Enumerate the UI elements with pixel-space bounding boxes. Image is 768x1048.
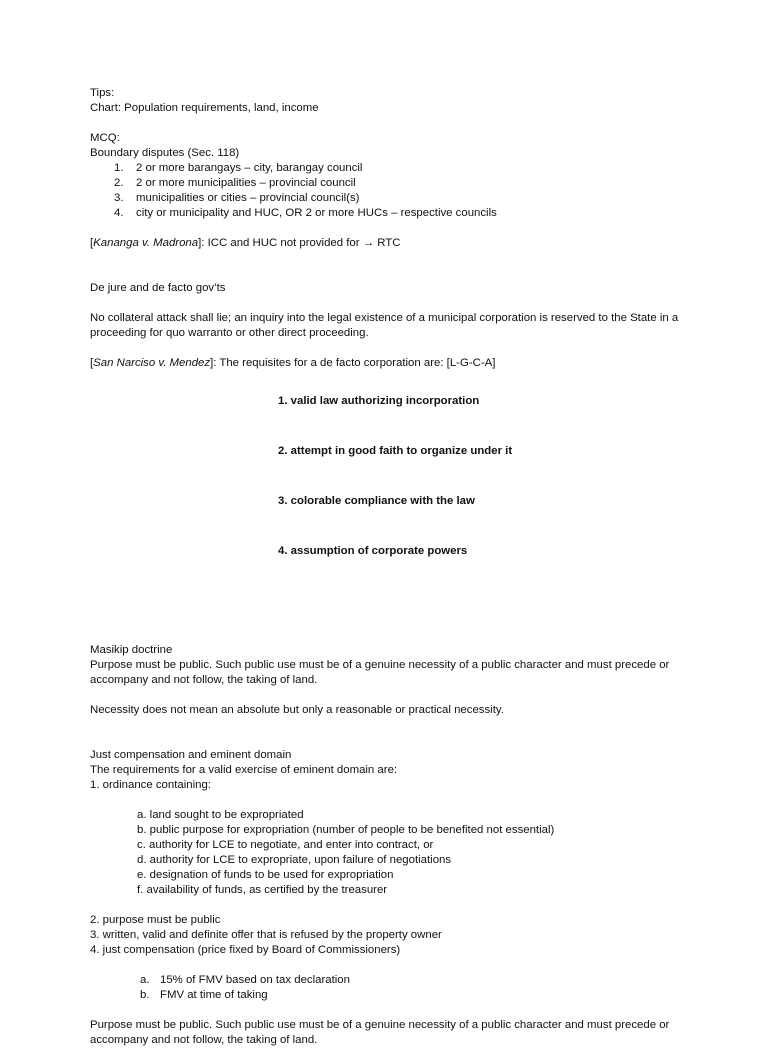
masikip-purpose: Purpose must be public. Such public use must be of a genuine necessity of a public character and must precede or accompany and not follow, the taking of land.: [90, 659, 670, 687]
ordinance-sub-e: e. designation of funds to be used for expropriation: [137, 869, 394, 882]
mcq-heading: MCQ:: [90, 132, 120, 144]
kananga-note: [Kananga v. Madrona]: ICC and HUC not provided for → RTC: [90, 237, 401, 249]
list-item: 4. city or municipality and HUC, OR 2 or more HUCs – respective councils: [114, 207, 497, 219]
masikip-necessity: Necessity does not mean an absolute but only a reasonable or practical necessity.: [90, 704, 504, 717]
list-item: 1. 2 or more barangays – city, barangay council: [114, 162, 363, 174]
eminent-intro: The requirements for a valid exercise of eminent domain are:: [90, 764, 398, 777]
ordinance-sub-f: f. availability of funds, as certified by the treasurer: [137, 884, 388, 897]
requisite-4: 4. assumption of corporate powers: [278, 544, 468, 557]
compensation-list: [90, 973, 710, 1003]
case-name: Kananga v. Madrona: [93, 237, 199, 249]
document-page: [90, 86, 710, 1048]
boundary-title: Boundary disputes (Sec. 118): [90, 147, 240, 159]
ordinance-sub-d: d. authority for LCE to expropriate, upon failure of negotiations: [137, 854, 452, 867]
collateral-paragraph: No collateral attack shall lie; an inquiry into the legal existence of a municipal corporation is reserved to the State in a proceeding for quo warranto or other direct proceeding.: [90, 312, 679, 339]
ordinance-sub-b: b. public purpose for expropriation (number of people to be benefited not essential): [137, 824, 555, 837]
masikip-heading: Masikip doctrine: [90, 644, 173, 657]
san-narciso-note: [San Narciso v. Mendez]: The requisites for a de facto corporation are: [L-G-C-A]: [90, 357, 496, 369]
list-item: 3. municipalities or cities – provincial council(s): [114, 192, 360, 204]
requisite-3: 3. colorable compliance with the law: [278, 494, 475, 507]
list-item: b. FMV at time of taking: [140, 989, 268, 1002]
requirement-2: 2. purpose must be public: [90, 914, 221, 927]
requirement-4: 4. just compensation (price fixed by Board of Commissioners): [90, 944, 401, 957]
list-item: a. 15% of FMV based on tax declaration: [140, 974, 350, 987]
requisite-1: 1. valid law authorizing incorporation: [278, 395, 480, 408]
tips-chart: Chart: Population requirements, land, income: [90, 102, 319, 114]
tips-heading: Tips:: [90, 87, 115, 99]
ordinance-item: 1. ordinance containing:: [90, 779, 211, 792]
boundary-list: [90, 161, 710, 221]
dejure-heading: De jure and de facto gov’ts: [90, 282, 226, 294]
case-name: San Narciso v. Mendez: [93, 357, 211, 369]
eminent-heading: Just compensation and eminent domain: [90, 749, 292, 762]
closing-paragraph: Purpose must be public. Such public use must be of a genuine necessity of a public character and must precede or accompany and not follow, the taking of land.: [90, 1019, 670, 1047]
ordinance-sub-a: a. land sought to be expropriated: [137, 809, 304, 822]
ordinance-sub-c: c. authority for LCE to negotiate, and enter into contract, or: [137, 839, 434, 852]
list-item: 2. 2 or more municipalities – provincial council: [114, 177, 356, 189]
requisite-2: 2. attempt in good faith to organize under it: [278, 445, 513, 458]
requirement-3: 3. written, valid and definite offer that is refused by the property owner: [90, 929, 442, 942]
